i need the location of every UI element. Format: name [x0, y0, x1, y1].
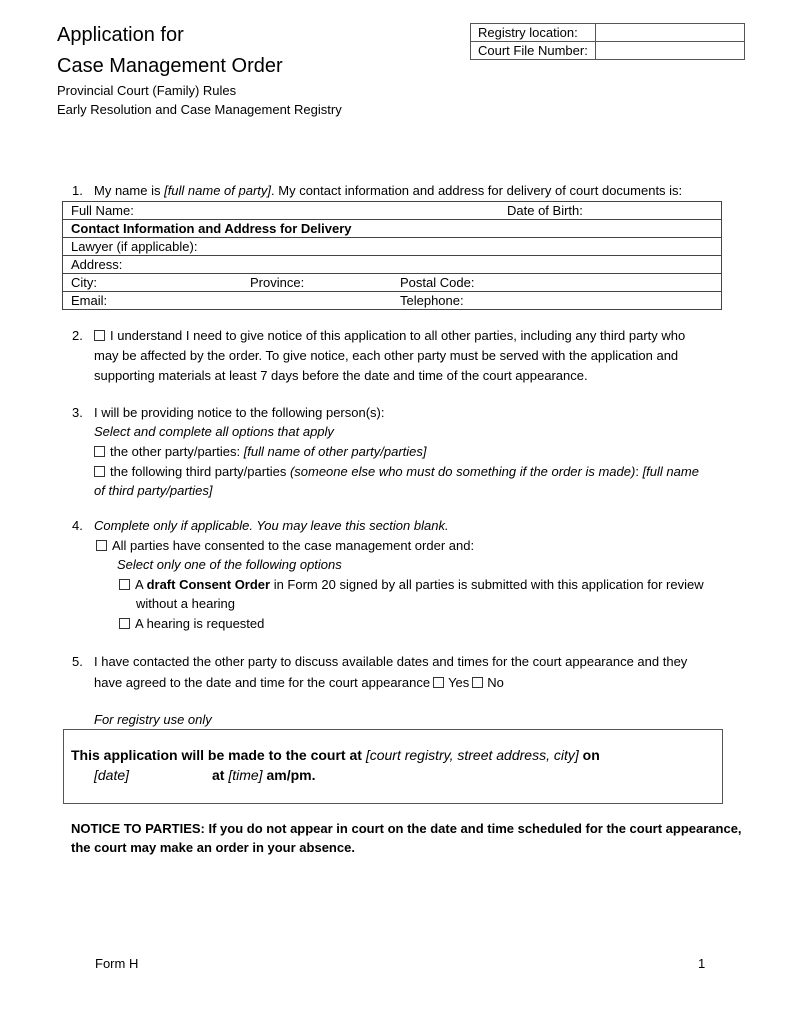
form-subtitle-registry: Early Resolution and Case Management Registry: [57, 102, 342, 117]
time-placeholder[interactable]: [time]: [228, 767, 263, 783]
notice-line2: the court may make an order in your absence.: [71, 840, 355, 855]
other-party-name-placeholder[interactable]: [full name of other party/parties]: [243, 444, 427, 459]
party-name-placeholder[interactable]: [full name of party]: [164, 183, 272, 198]
draft-consent-label-a: A: [135, 577, 147, 592]
postal-code-field[interactable]: Postal Code:: [392, 274, 722, 292]
agreed-yes-label: Yes: [448, 675, 470, 690]
section3-instruction: Select and complete all options that apply: [94, 424, 334, 439]
draft-consent-label-c: in Form 20 signed by all parties is submitted with this application for review: [270, 577, 704, 592]
third-party-name-placeholder-cont[interactable]: of third party/parties]: [94, 483, 213, 498]
court-appearance-line1: [71, 747, 600, 763]
agreed-no-checkbox[interactable]: [472, 677, 483, 688]
city-row: [63, 274, 722, 292]
province-field[interactable]: Province:: [242, 274, 392, 292]
registry-location-field[interactable]: [595, 24, 744, 42]
court-file-number-label: Court File Number:: [471, 42, 596, 60]
registry-location-label: Registry location:: [471, 24, 596, 42]
date-placeholder[interactable]: [date]: [94, 767, 130, 783]
city-field[interactable]: City:: [63, 274, 243, 292]
page-number: 1: [698, 956, 706, 971]
other-party-option: [94, 442, 427, 462]
section2-text: I understand I need to give notice of this application to all other parties, including any third party who: [110, 328, 686, 343]
section3-line1: I will be providing notice to the following person(s):: [94, 405, 385, 420]
contact-heading-row: [63, 220, 722, 238]
draft-consent-label-cont: without a hearing: [136, 596, 236, 611]
full-name-field[interactable]: Full Name:: [63, 202, 393, 220]
third-party-colon: :: [635, 464, 643, 479]
telephone-field[interactable]: Telephone:: [392, 292, 722, 310]
form-subtitle-rules: Provincial Court (Family) Rules: [57, 83, 237, 98]
court-appearance-line2: [94, 767, 129, 783]
section1-text: My name is: [94, 183, 165, 198]
all-consented-option: [96, 536, 474, 556]
third-party-option: [94, 462, 699, 482]
at-label: at: [212, 767, 229, 783]
lawyer-field[interactable]: Lawyer (if applicable):: [63, 238, 722, 256]
date-of-birth-field[interactable]: Date of Birth:: [392, 202, 722, 220]
draft-consent-label-bold: draft Consent Order: [146, 577, 271, 592]
draft-consent-order-checkbox[interactable]: [119, 579, 130, 590]
section1-number: 1.: [72, 183, 83, 198]
court-appearance-on: on: [578, 747, 600, 763]
court-file-number-field[interactable]: [595, 42, 744, 60]
agreed-no-label: No: [487, 675, 504, 690]
registry-use-label: For registry use only: [94, 712, 212, 727]
registry-location-row: [471, 24, 745, 42]
full-name-row: [63, 202, 722, 220]
other-party-label: the other party/parties:: [110, 444, 244, 459]
email-field[interactable]: Email:: [63, 292, 393, 310]
email-row: [63, 292, 722, 310]
notice-line1: NOTICE TO PARTIES: If you do not appear in court on the date and time scheduled for the court appearance,: [71, 821, 742, 836]
court-appearance-text: This application will be made to the court at: [71, 747, 366, 763]
other-party-checkbox[interactable]: [94, 446, 105, 457]
section2-line3: supporting materials at least 7 days before the date and time of the court appearance.: [94, 368, 588, 383]
section1-text-cont: . My contact information and address for delivery of court documents is:: [271, 183, 683, 198]
section5-text: have agreed to the date and time for the court appearance: [94, 675, 431, 690]
section4-instruction: Select only one of the following options: [117, 557, 342, 572]
all-consented-label: All parties have consented to the case management order and:: [112, 538, 475, 553]
draft-consent-order-option: [119, 575, 704, 595]
hearing-requested-checkbox[interactable]: [119, 618, 130, 629]
third-party-label: the following third party/parties: [110, 464, 290, 479]
form-id: Form H: [95, 956, 139, 971]
agreed-yes-checkbox[interactable]: [433, 677, 444, 688]
section1-intro: [94, 181, 682, 201]
section2-number: 2.: [72, 328, 83, 343]
section2-line2: may be affected by the order. To give notice, each other party must be served with the application and: [94, 348, 679, 363]
section5-line2: [94, 673, 504, 693]
contact-info-heading: Contact Information and Address for Delivery: [63, 220, 722, 238]
section5-line1: I have contacted the other party to discuss available dates and times for the court appearance and they: [94, 654, 688, 669]
notice-acknowledge-checkbox[interactable]: [94, 330, 105, 341]
all-consented-checkbox[interactable]: [96, 540, 107, 551]
section5-number: 5.: [72, 654, 83, 669]
lawyer-row: [63, 238, 722, 256]
form-title-line1: Application for: [57, 24, 184, 46]
registry-use-box: [63, 729, 723, 804]
third-party-explanation: (someone else who must do something if the order is made): [289, 464, 636, 479]
court-file-number-row: [471, 42, 745, 60]
address-field[interactable]: Address:: [63, 256, 722, 274]
form-title-line2: Case Management Order: [57, 55, 283, 77]
section2-line1: [94, 326, 685, 346]
court-appearance-time: [212, 767, 315, 783]
am-pm-label: am/pm.: [262, 767, 316, 783]
third-party-name-placeholder[interactable]: [full name: [642, 464, 699, 479]
section4-number: 4.: [72, 518, 83, 533]
hearing-requested-option: [119, 614, 264, 634]
section4-note: Complete only if applicable. You may leave this section blank.: [94, 518, 449, 533]
address-row: [63, 256, 722, 274]
third-party-checkbox[interactable]: [94, 466, 105, 477]
registry-info-table: [470, 23, 745, 60]
section3-number: 3.: [72, 405, 83, 420]
court-registry-placeholder[interactable]: [court registry, street address, city]: [365, 747, 579, 763]
contact-info-table: [62, 201, 722, 310]
hearing-requested-label: A hearing is requested: [135, 616, 265, 631]
